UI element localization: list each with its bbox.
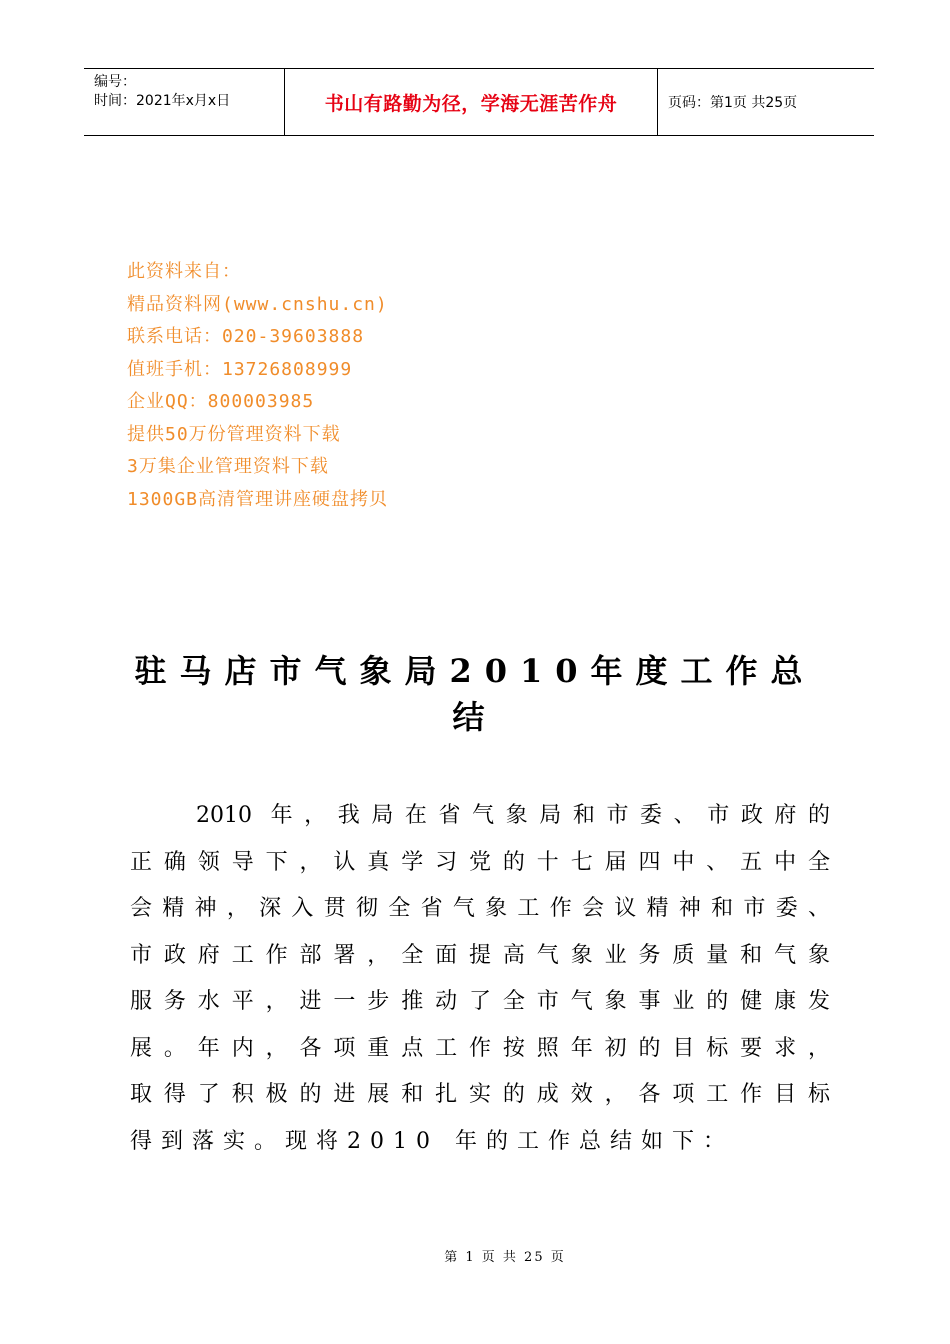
header-motto: 书山有路勤为径，学海无涯苦作舟: [324, 92, 618, 115]
header-page-cell: [658, 69, 874, 135]
header-motto-cell: [285, 69, 658, 135]
body-line: 正确领导下，认真学习党的十七届四中、五中全: [130, 849, 830, 875]
header-meta-cell: [84, 69, 285, 135]
source-mobile: 值班手机：13726808999: [127, 358, 353, 380]
doc-code-label: 编号：: [94, 74, 136, 90]
doc-time-label: 时间：2021年x月x日: [94, 93, 231, 109]
source-website: 精品资料网(www.cnshu.cn): [127, 293, 388, 315]
document-title: [120, 648, 830, 740]
title-line: 结: [452, 698, 498, 736]
source-qq: 企业QQ：800003985: [127, 391, 315, 412]
source-info-block: [127, 256, 388, 516]
page-footer: [0, 1246, 950, 1265]
source-offer-2: 3万集企业管理资料下载: [127, 456, 329, 477]
header-table: [84, 68, 874, 136]
body-line: 服务水平，进一步推动了全市气象事业的健康发: [130, 989, 830, 1014]
source-offer-1: 提供50万份管理资料下载: [127, 423, 341, 445]
source-offer-3: 1300GB高清管理讲座硬盘拷贝: [127, 488, 389, 510]
body-line: 会精神，深入贯彻全省气象工作会议精神和市委、: [130, 896, 830, 921]
body-line: 市政府工作部署，全面提高气象业务质量和气象: [130, 942, 830, 968]
body-line: 取得了积极的进展和扎实的成效，各项工作目标: [130, 1082, 830, 1107]
body-line: 得到落实。现将2010 年的工作总结如下：: [130, 1128, 734, 1154]
document-body: [130, 793, 830, 1165]
title-line: 驻马店市气象局2010年度工作总: [134, 652, 816, 690]
source-intro: 此资料来自：: [127, 261, 241, 282]
footer-page-number: 第 1 页 共 25 页: [444, 1250, 566, 1265]
body-line: 2010 年，我局在省气象局和市委、市政府的: [196, 803, 830, 828]
source-phone: 联系电话：020-39603888: [127, 326, 365, 347]
header-page-info: 页码：第1页 共25页: [668, 95, 798, 111]
body-line: 展。年内，各项重点工作按照年初的目标要求，: [130, 1035, 830, 1061]
